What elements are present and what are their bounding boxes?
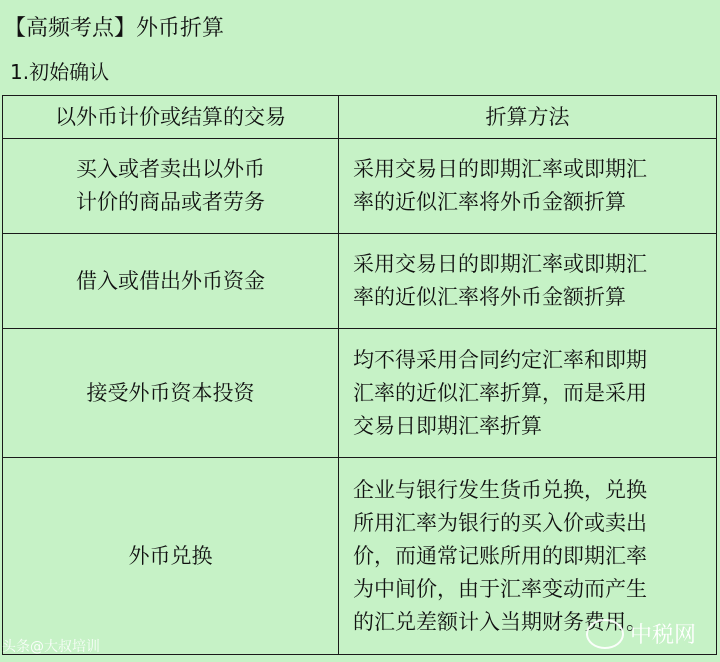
cell-line: 汇率的近似汇率折算，而是采用 — [353, 380, 647, 405]
page-heading: 【高频考点】外币折算 — [4, 16, 225, 41]
wechat-icon — [586, 619, 624, 649]
transaction-cell — [3, 139, 339, 234]
cell-line: 的汇兑差额计入当期财务费用。 — [353, 609, 647, 634]
cell-line: 采用交易日的即期汇率或即期汇 — [353, 157, 647, 181]
cell-line: 借入或借出外币资金 — [76, 268, 265, 293]
cell-line: 采用交易日的即期汇率或即期汇 — [353, 252, 647, 276]
cell-line: 所用汇率为银行的买入价或卖出 — [353, 510, 647, 535]
cell-line: 计价的商品或者劳务 — [76, 190, 265, 214]
cell-line: 均不得采用合同约定汇率和即期 — [353, 347, 647, 372]
table-row — [3, 139, 717, 234]
table-header-row — [3, 96, 717, 139]
section-title: 1.初始确认 — [10, 60, 110, 84]
cell-line: 企业与银行发生货币兑换，兑换 — [353, 477, 647, 502]
table-row — [3, 234, 717, 329]
cell-line: 为中间价，由于汇率变动而产生 — [353, 576, 647, 601]
method-cell — [339, 329, 717, 458]
cell-line: 价，而通常记账所用的即期汇率 — [353, 543, 647, 568]
method-cell — [339, 234, 717, 329]
cell-line: 外币兑换 — [128, 543, 213, 568]
watermark-source: 头条@大叔培训 — [2, 639, 100, 655]
method-cell — [339, 139, 717, 234]
watermark-brand-text: 中税网 — [630, 623, 697, 648]
cell-line: 接受外币资本投资 — [86, 380, 255, 405]
header-transaction: 以外币计价或结算的交易 — [3, 96, 339, 139]
transaction-cell — [3, 234, 339, 329]
conversion-table — [2, 95, 717, 655]
cell-line: 买入或者卖出以外币 — [76, 157, 265, 181]
cell-line: 交易日即期汇率折算 — [353, 413, 542, 438]
table-row — [3, 329, 717, 458]
transaction-cell — [3, 329, 339, 458]
cell-line: 率的近似汇率将外币金额折算 — [353, 190, 626, 214]
transaction-cell — [3, 458, 339, 655]
cell-line: 率的近似汇率将外币金额折算 — [353, 285, 626, 309]
watermark-brand — [586, 618, 696, 649]
header-method: 折算方法 — [339, 96, 717, 139]
